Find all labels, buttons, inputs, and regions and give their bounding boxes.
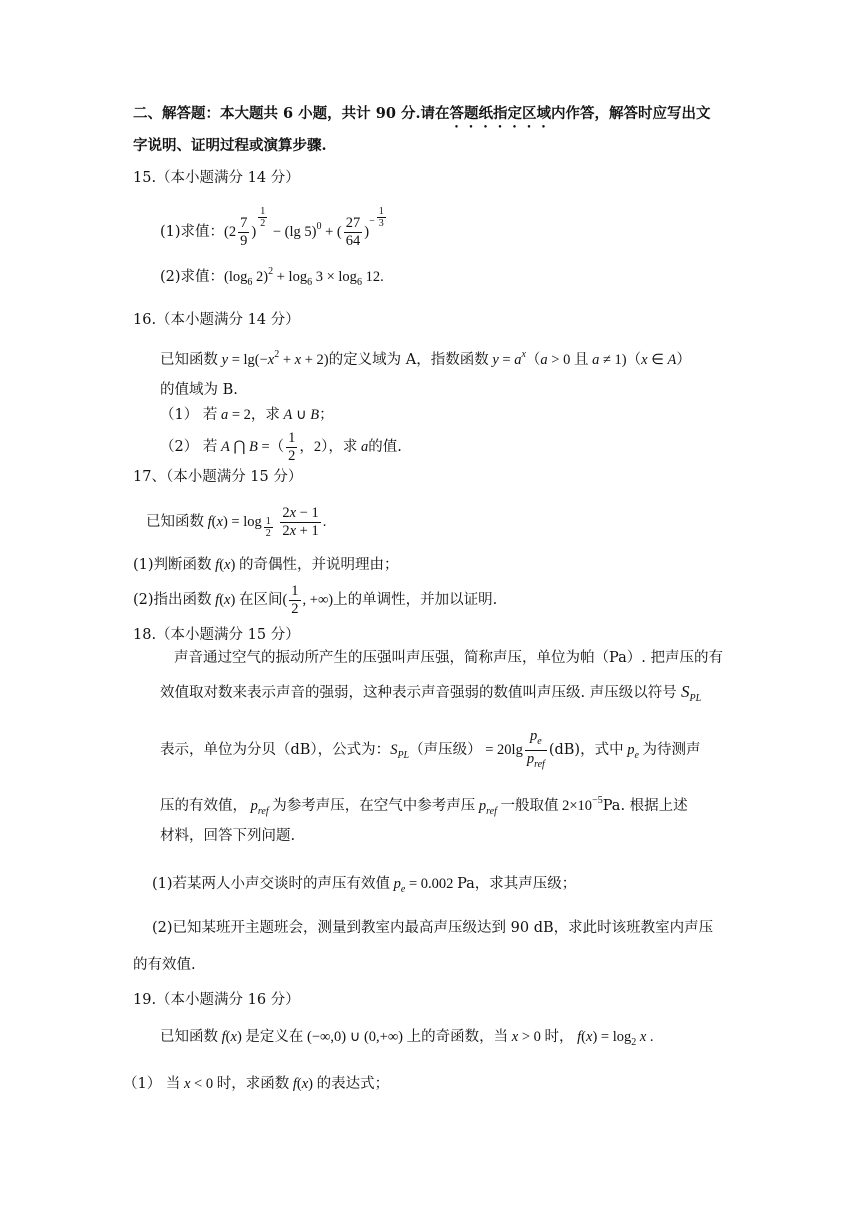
section-heading-line2: 字说明、证明过程或演算步骤. [133,137,327,154]
q19-intro: 已知函数 f(x) 是定义在 (−∞,0) ∪ (0,+∞) 上的奇函数，当 x > 0 时， $f(x) = \log_2 x$ . [160,1029,654,1048]
q15-part2: (2)求值：($\log_6$ $2)^2 + \log_6 3 \times \log_6 12$. [160,266,384,288]
q16-part2: （2） 若 A ⋂ B =（ $\frac{1}{2}$ ，2），求 a的值. [160,430,402,465]
q18-part1: (1)若某两人小声交谈时的声压有效值 $p_e = 0.002$ Pa，求其声压级； [152,876,577,895]
q18-line5: 材料，回答下列问题. [160,828,296,844]
q17-part2: (2)指出函数 f(x) 在区间( $\frac{1}{2}$ , +∞)上的单调性，并加以证明. [133,583,498,618]
q18-line3: 表示，单位为分贝（dB），公式为：$S_{PL}$（声压级） = 20lg $\frac{p_e}{p_{ref}}$ (dB)，式中 $p_e$ 为待测声 [160,728,701,770]
q17-header: 17、（本小题满分 15 分） [133,469,303,485]
q16-part1: （1） 若 a = 2，求 A ∪ B； [160,407,334,423]
q16-header: 16.（本小题满分 14 分） [133,312,300,328]
q18-header: 18.（本小题满分 15 分） [133,627,300,643]
q18-part2-cont: 的有效值. [133,957,196,973]
q19-header: 19.（本小题满分 16 分） [133,992,300,1008]
q18-line4: 压的有效值， $p_{ref}$ 为参考声压，在空气中参考声压 $p_{ref}$ 一般取值 $2\times 10^{-5}Pa$. 根据上述 [160,795,688,817]
q16-intro: 已知函数 $y = \lg(-x^2 + x + 2)$的定义域为 A，指数函数 $y = a^x(a > 0$ 且 a ≠ 1)（x ∈ A） [160,349,691,368]
q18-part2: (2)已知某班开主题班会，测量到教室内最高声压级达到 90 dB，求此时该班教室内声压 [152,920,714,936]
q18-line1: 声音通过空气的振动所产生的压强叫声压强，简称声压，单位为帕（Pa）. 把声压的有 [174,650,723,666]
q19-part1: （1） 当 x < 0 时，求函数 f(x) 的表达式； [123,1076,390,1092]
q18-line2: 效值取对数来表示声音的强弱，这种表示声音强弱的数值叫声压级. 声压级以符号 $S_{PL}$ [160,682,702,704]
q17-intro: 已知函数 f(x) = log $\frac{1}{2}$ $\frac{2x - 1}{2x + 1}$ . [146,505,327,540]
q15-header: 15.（本小题满分 14 分） [133,170,300,186]
q16-line2: 的值域为 B. [160,382,238,398]
q15-part1: (1)求值：(2 $\frac{7}{9}$ ) $\frac{1}{2}$ − (lg 5)$^0$ + ( $\frac{27}{64}$ )− $\frac{1}{3}$ [160,206,384,250]
q17-part1: (1)判断函数 f(x) 的奇偶性，并说明理由； [133,557,399,573]
section-heading: 二、解答题：本大题共 6 小题，共计 90 分.请在答题纸指定区域内作答，解答时应写出文 [133,105,711,122]
